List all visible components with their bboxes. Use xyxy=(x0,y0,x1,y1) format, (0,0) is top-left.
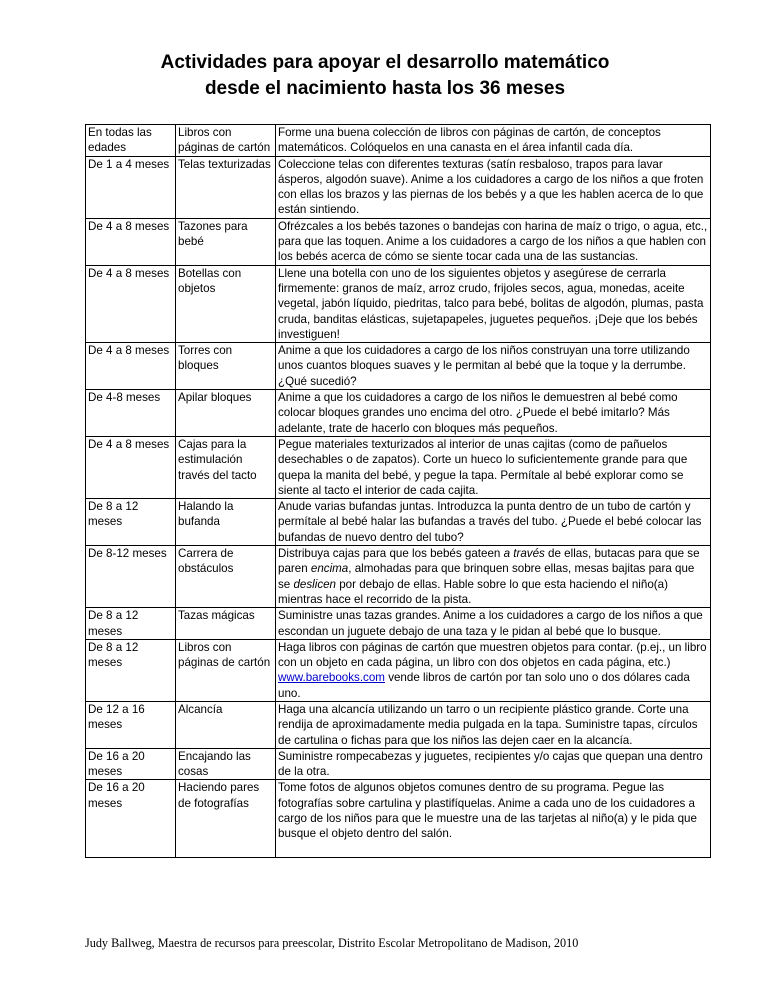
description-cell: Forme una buena colección de libros con páginas de cartón, de conceptos matemáticos. Colóquelos en una canasta en el área infantil cada día. xyxy=(276,125,711,157)
activity-cell: Telas texturizadas xyxy=(176,156,276,218)
description-cell xyxy=(276,546,711,608)
description-text: de ellas, butacas para que se paren xyxy=(278,547,700,576)
table-row xyxy=(86,436,711,498)
table-row xyxy=(86,639,711,701)
description-cell: Haga una alcancía utilizando un tarro o un recipiente plástico grande. Corte una rendija de aproximadamente media pulgada en la tapa. Suministre tapas, círculos de cartulina o fichas para que los niños las dejen caer en la alcancía. xyxy=(276,701,711,748)
description-cell: Pegue materiales texturizados al interior de unas cajitas (como de pañuelos desechables o de zapatos). Corte un hueco lo suficientemente grande para que quepa la manita del bebé, y pegue la tapa. Permítale al bebé explorar como se siente al tacto el interior de cada cajita. xyxy=(276,436,711,498)
activity-cell: Tazones para bebé xyxy=(176,218,276,265)
age-cell: De 1 a 4 meses xyxy=(86,156,176,218)
age-cell: De 8 a 12 meses xyxy=(86,639,176,701)
age-cell: De 12 a 16 meses xyxy=(86,701,176,748)
table-row xyxy=(86,608,711,640)
table-row xyxy=(86,125,711,157)
age-cell: De 4 a 8 meses xyxy=(86,218,176,265)
activity-cell: Haciendo pares de fotografías xyxy=(176,780,276,857)
table-row xyxy=(86,780,711,857)
page-title xyxy=(60,50,710,102)
age-cell: De 4 a 8 meses xyxy=(86,343,176,390)
table-row xyxy=(86,390,711,437)
description-cell: Suministre rompecabezas y juguetes, recipientes y/o cajas que quepan una dentro de la otra. xyxy=(276,748,711,780)
table-row xyxy=(86,546,711,608)
activities-table xyxy=(85,124,711,858)
activity-cell: Libros con páginas de cartón xyxy=(176,639,276,701)
description-text: , almohadas para que brinquen sobre ellas, mesas bajitas para que se xyxy=(278,562,695,591)
description-cell: Coleccione telas con diferentes texturas (satín resbaloso, trapos para lavar ásperos, algodón suave). Anime a los cuidadores a cargo de los niños a que froten con ellas los brazos y las piernas de los bebés y a que les hablen acerca de lo que están sintiendo. xyxy=(276,156,711,218)
table-row xyxy=(86,265,711,342)
activity-cell: Encajando las cosas xyxy=(176,748,276,780)
description-cell: Llene una botella con uno de los siguientes objetos y asegúrese de cerrarla firmemente: granos de maíz, arroz crudo, frijoles secos, agua, monedas, aceite vegetal, jabón líquido, piedritas, talco para bebé, bolitas de algodón, plumas, pasta cruda, banditas elásticas, sujetapapeles, juguetes pequeños. ¡Deje que los bebés investiguen! xyxy=(276,265,711,342)
activity-cell: Halando la bufanda xyxy=(176,499,276,546)
activity-cell: Tazas mágicas xyxy=(176,608,276,640)
age-cell: De 8-12 meses xyxy=(86,546,176,608)
activity-cell: Libros con páginas de cartón xyxy=(176,125,276,157)
description-cell: Anime a que los cuidadores a cargo de los niños construyan una torre utilizando unos cuantos bloques suaves y le permitan al bebé que la toque y la derrumbe. ¿Qué sucedió? xyxy=(276,343,711,390)
title-line-2: desde el nacimiento hasta los 36 meses xyxy=(204,78,566,99)
activity-cell: Alcancía xyxy=(176,701,276,748)
table-row xyxy=(86,499,711,546)
table-row xyxy=(86,701,711,748)
description-text: vende libros de cartón por tan solo uno o dos dólares cada uno. xyxy=(278,671,690,700)
age-cell: De 16 a 20 meses xyxy=(86,748,176,780)
activity-cell: Torres con bloques xyxy=(176,343,276,390)
table-row xyxy=(86,748,711,780)
description-emphasis: encima xyxy=(310,562,349,576)
activity-cell: Cajas para la estimulación través del tacto xyxy=(176,436,276,498)
age-cell: De 8 a 12 meses xyxy=(86,499,176,546)
age-cell: De 4 a 8 meses xyxy=(86,265,176,342)
description-cell: Suministre unas tazas grandes. Anime a los cuidadores a cargo de los niños a que escondan un juguete debajo de una taza y le pidan al bebé que lo busque. xyxy=(276,608,711,640)
activity-cell: Botellas con objetos xyxy=(176,265,276,342)
description-emphasis: deslicen xyxy=(293,577,337,591)
table-row xyxy=(86,343,711,390)
table-row xyxy=(86,156,711,218)
activity-cell: Carrera de obstáculos xyxy=(176,546,276,608)
footer-credit: Judy Ballweg, Maestra de recursos para preescolar, Distrito Escolar Metropolitano de Madison, 2010 xyxy=(85,936,579,950)
description-emphasis: a través xyxy=(503,547,545,561)
age-cell: En todas las edades xyxy=(86,125,176,157)
table-row xyxy=(86,218,711,265)
description-text: Haga libros con páginas de cartón que muestren objetos para contar. (p.ej., un libro con un objeto en cada página, un libro con dos objetos en cada página, etc.) xyxy=(278,640,707,670)
age-cell: De 8 a 12 meses xyxy=(86,608,176,640)
barebooks-link[interactable]: www.barebooks.com xyxy=(278,671,385,685)
activity-cell: Apilar bloques xyxy=(176,390,276,437)
description-cell xyxy=(276,639,711,701)
description-cell: Ofrézcales a los bebés tazones o bandejas con harina de maíz o trigo, o agua, etc., para que las toquen. Anime a los cuidadores a cargo de los niños a que hablen con los bebés acerca de cómo se siente tocar cada una de las sustancias. xyxy=(276,218,711,265)
description-cell: Anude varias bufandas juntas. Introduzca la punta dentro de un tubo de cartón y permítale al bebé halar las bufandas a través del tubo. ¿Puede el bebé colocar las bufandas de nuevo dentro del tubo? xyxy=(276,499,711,546)
age-cell: De 4-8 meses xyxy=(86,390,176,437)
age-cell: De 4 a 8 meses xyxy=(86,436,176,498)
description-cell: Tome fotos de algunos objetos comunes dentro de su programa. Pegue las fotografías sobre cartulina y plastifíquelas. Anime a cada uno de los cuidadores a cargo de los niños para que le muestre una de las tarjetas al niño(a) y le pida que busque el objeto dentro del salón. xyxy=(276,780,711,857)
age-cell: De 16 a 20 meses xyxy=(86,780,176,857)
title-line-1: Actividades para apoyar el desarrollo matemático xyxy=(160,52,610,73)
description-cell: Anime a que los cuidadores a cargo de los niños le demuestren al bebé como colocar bloques grandes uno encima del otro. ¿Puede el bebé imitarlo? Más adelante, trate de hacerlo con bloques más pequeños. xyxy=(276,390,711,437)
description-text: por debajo de ellas. Hable sobre lo que esta haciendo el niño(a) mientras hace el recorrido de la pista. xyxy=(278,577,668,606)
description-text: Distribuya cajas para que los bebés gateen xyxy=(278,547,504,561)
